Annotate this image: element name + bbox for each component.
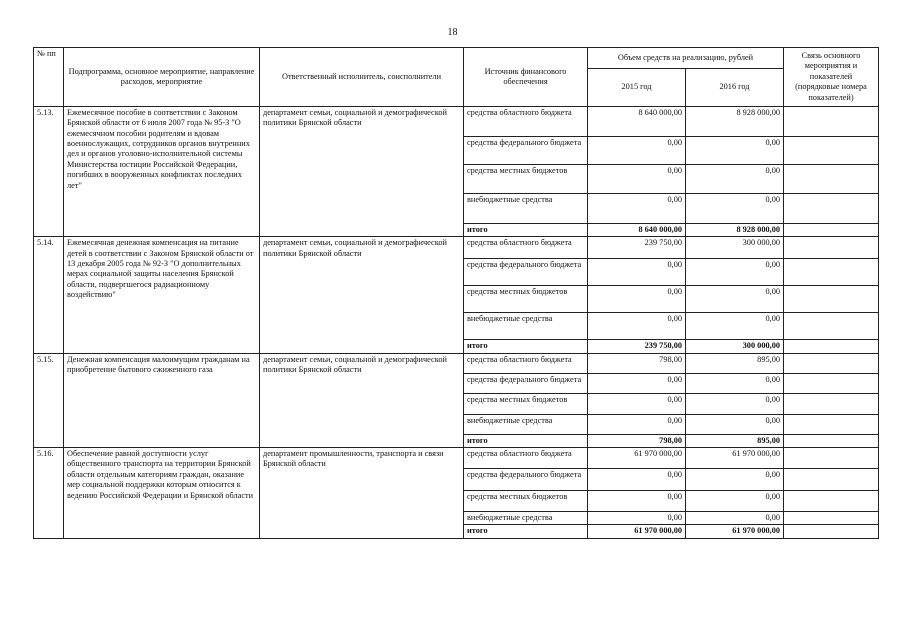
row-executor: департамент промышленности, транспорта и связи Брянской области [260,448,464,539]
row-source: средства федерального бюджета [464,469,588,491]
amount-2016: 0,00 [686,512,784,525]
row-source: внебюджетные средства [464,414,588,434]
page-number: 18 [447,27,458,38]
row-activity-name: Обеспечение равной доступности услуг общественного транспорта на территории Брянской области отдельным категориям граждан, оказание мер социальной поддержки которым относится к ведению Российской Федерации и Брянской области [64,448,260,539]
amount-2015: 61 970 000,00 [588,448,686,469]
amount-2015: 0,00 [588,414,686,434]
row-number: 5.15. [34,353,64,447]
row-indicator-link [784,237,879,259]
row-source: средства областного бюджета [464,448,588,469]
header-volume: Объем средств на реализацию, рублей [588,48,784,69]
table-row [34,237,879,259]
row-source: средства местных бюджетов [464,491,588,512]
row-source: средства местных бюджетов [464,165,588,194]
row-source: средства областного бюджета [464,107,588,137]
amount-2015: 61 970 000,00 [588,525,686,538]
amount-2016: 61 970 000,00 [686,525,784,538]
amount-2015: 0,00 [588,194,686,224]
amount-2015: 0,00 [588,373,686,393]
amount-2015: 0,00 [588,259,686,286]
amount-2015: 798,00 [588,353,686,373]
row-source: средства местных бюджетов [464,286,588,313]
row-source: средства областного бюджета [464,353,588,373]
table-row [34,353,879,373]
header-year-2016: 2016 год [686,69,784,107]
row-source: внебюджетные средства [464,313,588,340]
row-activity-name: Ежемесячная денежная компенсация на питание детей в соответствии с Законом Брянской области от 13 декабря 2005 года № 92-З "О дополнительных мерах социальной защиты населения Брянской области, подвергшегося радиационному воздействию" [64,237,260,353]
row-indicator-link [784,107,879,137]
amount-2015: 798,00 [588,434,686,447]
row-indicator-link [784,469,879,491]
row-indicator-link [784,448,879,469]
row-indicator-link [784,393,879,414]
row-source: средства областного бюджета [464,237,588,259]
row-indicator-link [784,491,879,512]
amount-2016: 61 970 000,00 [686,448,784,469]
amount-2016: 300 000,00 [686,340,784,353]
amount-2015: 8 640 000,00 [588,224,686,237]
row-indicator-link [784,373,879,393]
amount-2016: 0,00 [686,194,784,224]
amount-2016: 8 928 000,00 [686,224,784,237]
amount-2016: 0,00 [686,491,784,512]
amount-2016: 0,00 [686,469,784,491]
amount-2015: 0,00 [588,512,686,525]
amount-2016: 895,00 [686,434,784,447]
amount-2015: 239 750,00 [588,237,686,259]
header-year-2015: 2015 год [588,69,686,107]
row-executor: департамент семьи, социальной и демографической политики Брянской области [260,353,464,447]
amount-2016: 0,00 [686,393,784,414]
amount-2015: 239 750,00 [588,340,686,353]
amount-2015: 0,00 [588,469,686,491]
row-source: средства местных бюджетов [464,393,588,414]
header-source: Источник финансового обеспечения [464,48,588,107]
amount-2016: 0,00 [686,137,784,165]
row-indicator-link [784,512,879,525]
row-source: внебюджетные средства [464,512,588,525]
row-source: итого [464,340,588,353]
amount-2016: 0,00 [686,414,784,434]
amount-2015: 0,00 [588,491,686,512]
row-indicator-link [784,340,879,353]
row-source: итого [464,525,588,538]
amount-2016: 0,00 [686,313,784,340]
budget-table [33,47,879,539]
amount-2015: 0,00 [588,137,686,165]
amount-2015: 0,00 [588,313,686,340]
amount-2016: 8 928 000,00 [686,107,784,137]
row-indicator-link [784,313,879,340]
row-indicator-link [784,165,879,194]
row-source: средства федерального бюджета [464,373,588,393]
row-activity-name: Ежемесячное пособие в соответствии с Законом Брянской области от 6 июля 2007 года № 95-З "О ежемесячном пособии родителям и вдовам военнослужащих, сотрудников органов внутренних дел и органов уголовно-исполнительной системы Министерства юстиции Российской Федерации, погибших в вооруженных конфликтах последних лет" [64,107,260,237]
row-indicator-link [784,353,879,373]
row-executor: департамент семьи, социальной и демографической политики Брянской области [260,237,464,353]
header-executor: Ответственный исполнитель, соисполнители [260,48,464,107]
row-source: внебюджетные средства [464,194,588,224]
header-num: № пп [34,48,64,107]
amount-2015: 8 640 000,00 [588,107,686,137]
row-activity-name: Денежная компенсация малоимущим гражданам на приобретение бытового сжиженного газа [64,353,260,447]
row-indicator-link [784,137,879,165]
row-indicator-link [784,286,879,313]
row-indicator-link [784,194,879,224]
row-indicator-link [784,259,879,286]
amount-2016: 895,00 [686,353,784,373]
amount-2015: 0,00 [588,165,686,194]
table-body [34,107,879,539]
table-row [34,107,879,137]
row-number: 5.13. [34,107,64,237]
table-row [34,448,879,469]
amount-2016: 300 000,00 [686,237,784,259]
table-header [34,48,879,107]
amount-2016: 0,00 [686,373,784,393]
row-number: 5.14. [34,237,64,353]
row-executor: департамент семьи, социальной и демографической политики Брянской области [260,107,464,237]
header-subprogram: Подпрограмма, основное мероприятие, направление расходов, мероприятие [64,48,260,107]
row-source: средства федерального бюджета [464,137,588,165]
row-source: итого [464,224,588,237]
row-indicator-link [784,434,879,447]
amount-2016: 0,00 [686,259,784,286]
row-indicator-link [784,414,879,434]
row-indicator-link [784,224,879,237]
row-source: итого [464,434,588,447]
amount-2015: 0,00 [588,393,686,414]
amount-2016: 0,00 [686,165,784,194]
amount-2015: 0,00 [588,286,686,313]
row-source: средства федерального бюджета [464,259,588,286]
row-number: 5.16. [34,448,64,539]
row-indicator-link [784,525,879,538]
header-link: Связь основного мероприятия и показателей (порядковые номера показателей) [784,48,879,107]
amount-2016: 0,00 [686,286,784,313]
